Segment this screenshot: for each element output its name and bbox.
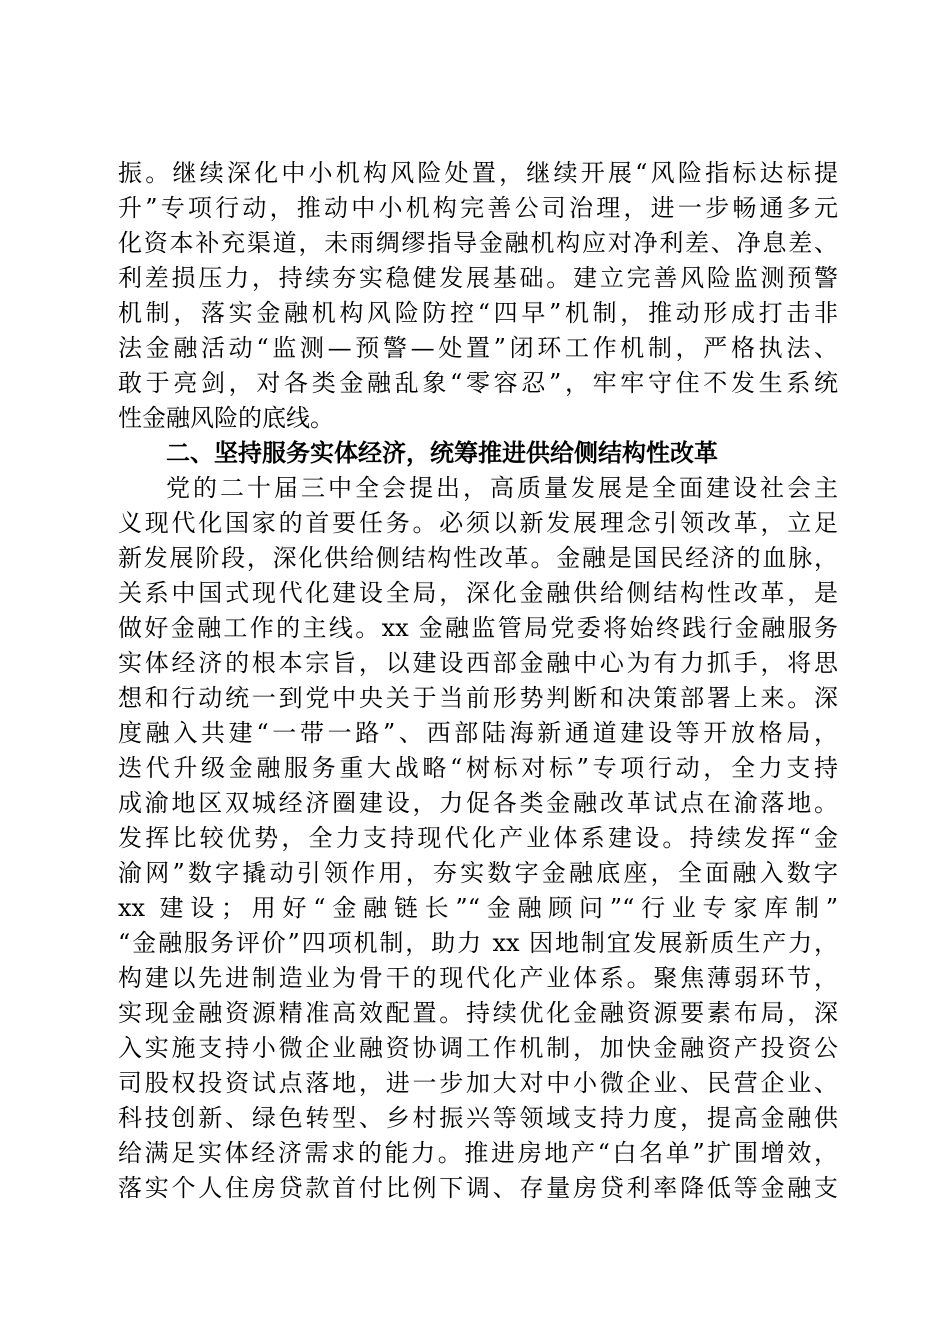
paragraph-2-line: 入实施支持小微企业融资协调工作机制，加快金融资产投资公 [118, 1034, 838, 1062]
paragraph-2-line: 迭代升级金融服务重大战略“树标对标”专项行动，全力支持 [118, 754, 838, 782]
paragraph-2-line: 落实个人住房贷款首付比例下调、存量房贷利率降低等金融支 [118, 1174, 838, 1202]
paragraph-1-line: 性金融风险的底线。 [118, 404, 334, 432]
paragraph-1-line: 利差损压力，持续夯实稳健发展基础。建立完善风险监测预警 [118, 264, 838, 292]
paragraph-1-line: 升”专项行动，推动中小机构完善公司治理，进一步畅通多元 [118, 194, 838, 222]
paragraph-2-line: 关系中国式现代化建设全局，深化金融供给侧结构性改革，是 [118, 579, 838, 607]
paragraph-2-line: 司股权投资试点落地，进一步加大对中小微企业、民营企业、 [118, 1069, 838, 1097]
paragraph-1-line: 振。继续深化中小机构风险处置，继续开展“风险指标达标提 [118, 159, 838, 187]
paragraph-1-line: 化资本补充渠道，未雨绸缪指导金融机构应对净利差、净息差、 [118, 229, 838, 257]
paragraph-2-line: 实现金融资源精准高效配置。持续优化金融资源要素布局，深 [118, 999, 838, 1027]
paragraph-1-line: 法金融活动“监测—预警—处置”闭环工作机制，严格执法、 [118, 334, 838, 362]
paragraph-2-line: xx 建设；用好“金融链长”“金融顾问”“行业专家库制” [118, 894, 838, 922]
paragraph-2-line: 构建以先进制造业为骨干的现代化产业体系。聚焦薄弱环节， [118, 964, 838, 992]
paragraph-2-line: “金融服务评价”四项机制，助力 xx 因地制宜发展新质生产力， [118, 929, 838, 957]
paragraph-2-line: 度融入共建“一带一路”、西部陆海新通道建设等开放格局， [118, 719, 838, 747]
paragraph-2-line: 渝网”数字撬动引领作用，夯实数字金融底座，全面融入数字 [118, 859, 838, 887]
section-heading: 二、坚持服务实体经济，统筹推进供给侧结构性改革 [166, 438, 718, 467]
paragraph-2-line: 给满足实体经济需求的能力。推进房地产“白名单”扩围增效， [118, 1139, 838, 1167]
paragraph-2-line: 想和行动统一到党中央关于当前形势判断和决策部署上来。深 [118, 684, 838, 712]
paragraph-1-line: 敢于亮剑，对各类金融乱象“零容忍”，牢牢守住不发生系统 [118, 369, 838, 397]
paragraph-2-line: 实体经济的根本宗旨，以建设西部金融中心为有力抓手，将思 [118, 649, 838, 677]
paragraph-2-line: 发挥比较优势，全力支持现代化产业体系建设。持续发挥“金 [118, 824, 838, 852]
paragraph-2-line: 义现代化国家的首要任务。必须以新发展理念引领改革，立足 [118, 509, 838, 537]
paragraph-2-line: 科技创新、绿色转型、乡村振兴等领域支持力度，提高金融供 [118, 1104, 838, 1132]
paragraph-2-line: 成渝地区双城经济圈建设，力促各类金融改革试点在渝落地。 [118, 789, 838, 817]
paragraph-2-line: 做好金融工作的主线。xx 金融监管局党委将始终践行金融服务 [118, 614, 838, 642]
paragraph-2-line: 新发展阶段，深化供给侧结构性改革。金融是国民经济的血脉， [118, 544, 838, 572]
paragraph-2-line: 党的二十届三中全会提出，高质量发展是全面建设社会主 [166, 474, 838, 502]
paragraph-1-line: 机制，落实金融机构风险防控“四早”机制，推动形成打击非 [118, 299, 838, 327]
